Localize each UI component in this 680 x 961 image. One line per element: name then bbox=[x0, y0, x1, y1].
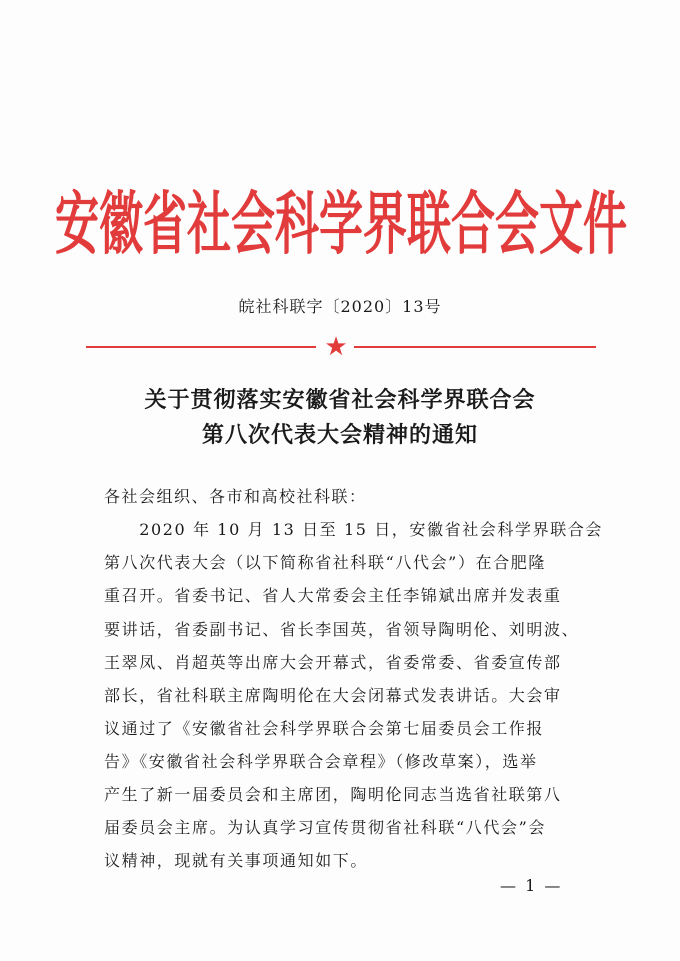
star-icon: ★ bbox=[324, 332, 348, 362]
body-line: 要讲话，省委副书记、省长李国英，省领导陶明伦、刘明波、 bbox=[104, 620, 580, 639]
body-line: 部长，省社科联主席陶明伦在大会闭幕式发表讲话。大会审 bbox=[104, 686, 562, 705]
red-divider-left bbox=[86, 346, 316, 348]
page-number: — 1 — bbox=[500, 876, 563, 895]
body-line: 2020 年 10 月 13 日至 15 日，安徽省社会科学界联合会 bbox=[104, 520, 603, 539]
document-number: 皖社科联字〔2020〕13号 bbox=[238, 297, 442, 316]
red-divider-right bbox=[354, 346, 596, 348]
body-line: 产生了新一届委员会和主席团，陶明伦同志当选省社联第八 bbox=[104, 785, 562, 804]
salutation: 各社会组织、各市和高校社科联： bbox=[104, 487, 367, 506]
body-line: 届委员会主席。为认真学习宣传贯彻省社科联“八代会”会 bbox=[104, 818, 546, 837]
body-line: 议通过了《安徽省社会科学界联合会第七届委员会工作报 bbox=[104, 719, 545, 738]
notice-title-line-2: 第八次代表大会精神的通知 bbox=[201, 423, 478, 448]
body-line: 议精神，现就有关事项通知如下。 bbox=[104, 851, 369, 870]
masthead-title: 安徽省社会科学界联合会文件 bbox=[55, 185, 627, 265]
body-line: 第八次代表大会（以下简称省社科联“八代会”）在合肥隆 bbox=[104, 553, 546, 572]
body-line: 王翠凤、肖超英等出席大会开幕式，省委常委、省委宣传部 bbox=[104, 653, 562, 672]
notice-title-line-1: 关于贯彻落实安徽省社会科学界联合会 bbox=[144, 388, 536, 413]
body-line: 告》《安徽省社会科学界联合会章程》（修改草案），选举 bbox=[104, 752, 538, 771]
body-line: 重召开。省委书记、省人大常委会主任李锦斌出席并发表重 bbox=[104, 586, 562, 605]
